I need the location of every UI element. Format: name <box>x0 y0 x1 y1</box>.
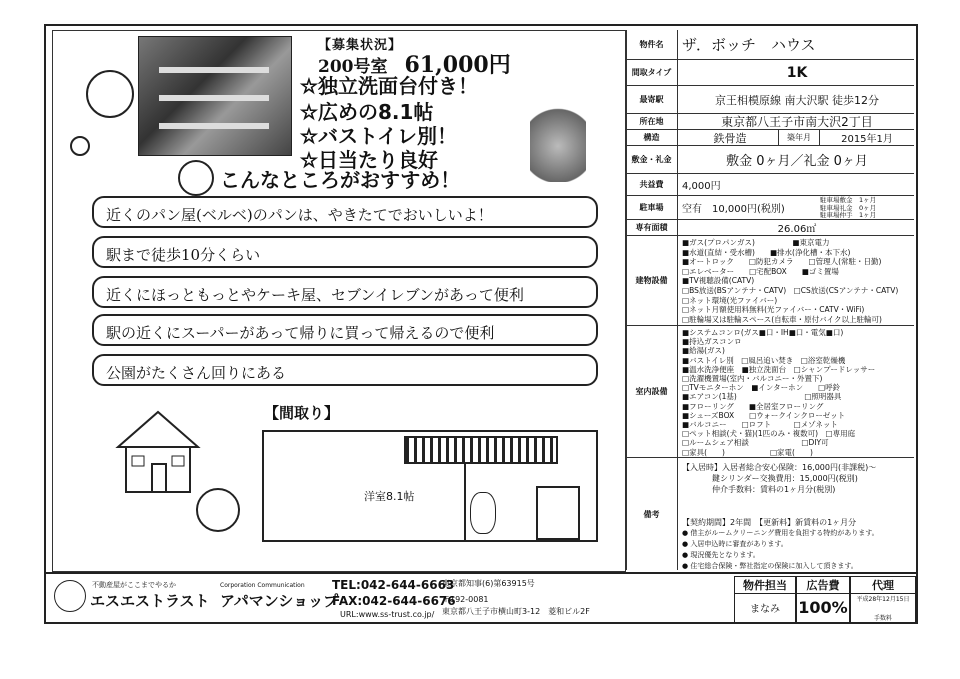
fax: FAX:042-644-6676 <box>332 594 456 608</box>
row-area: 専有面積 26.06㎡ <box>626 220 914 236</box>
row-building: 建物設備 ■ガス(プロパンガス) ■東京電力 ■水道(直結・受水槽) ■排水(浄化槽・本下水) ■オートロック □防犯カメラ □管理人(常駐・日勤) □エレベーター □宅配BOX ■ゴミ置場 ■TV視聴設備(CATV) □BS放送(BSアンテナ・CATV) □CS放送(CSアンテナ・CATV) □ネット環境(光ファイバー) □ネット月額使用料無料(光ファイバー・CATV・WiFi) □駐輪場又は駐輪スペース(自転車・原付バイク以上駐輪可) <box>626 236 914 326</box>
floorplan <box>262 430 598 542</box>
recommend-title: こんなところがおすすめ！ <box>220 168 461 192</box>
feature-2: ☆広めの8.1帖 <box>300 100 434 124</box>
agent-box: 代理 平成28年12月15日 手数料 <box>850 576 916 624</box>
lion-mascot <box>86 70 134 118</box>
row-notes: 備考 【入居時】入居者総合安心保険：16,000円(非課税)～ 鍵シリンダー交換費用：15,000円(税別) 仲介手数料：賃料の1ヶ月分(税別) 【契約期間】2年間 【更新料】新賃料の1ヶ月分 ● 借主がルームクリーニング費用を負担する特約があります。 ● 入居申込時に審査があります。 ● 現況優先となります。 ● 住宅総合保険・弊社指定の保険に加入して頂きます。 <box>626 458 914 570</box>
property-table <box>626 30 914 570</box>
soccer-ball <box>70 136 90 156</box>
point-5: 公園がたくさん回りにある <box>92 354 598 386</box>
notes-list: 【入居時】入居者総合安心保険：16,000円(非課税)～ 鍵シリンダー交換費用：15,000円(税別) 仲介手数料：賃料の1ヶ月分(税別) 【契約期間】2年間 【更新料】新賃料の1ヶ月分 ● 借主がルームクリーニング費用を負担する特約があります。 ● 入居申込時に審査があります。 ● 現況優先となります。 ● 住宅総合保険・弊社指定の保険に加入して頂きます。 <box>682 463 879 570</box>
house-illustration <box>108 402 208 502</box>
staff-box: 物件担当 まなみ <box>734 576 796 624</box>
company1-name: エスエストラスト <box>90 592 210 610</box>
ad-fee-box: 広告費 100% <box>796 576 850 624</box>
floorplan-bath <box>536 486 580 540</box>
floorplan-title: 【間取り】 <box>264 404 340 422</box>
row-property-name: 物件名 ザ．ボッチ ハウス <box>626 30 914 60</box>
row-station: 最寄駅 京王相模原線 南大沢駅 徒歩12分 <box>626 86 914 114</box>
parking-notes: 駐車場敷金 1ヶ月 駐車場礼金 0ヶ月 駐車場仲手 1ヶ月 <box>820 196 877 219</box>
layout-value: 1K <box>786 64 808 81</box>
row-room: 室内設備 ■システムコンロ(ガス■口・IH■口・電気■口) ■持込ガスコンロ ■給湯(ガス) ■バストイレ別 □風呂追い焚き □浴室乾燥機 ■温水洗浄便座 ■独立洗面台 □シャンプードレッサー □洗濯機置場(室内・バルコニー・外置下) □TVモニターホン ■インターホン □呼鈴 ■エアコン(1基) □照明器具 ■フローリング ■全居室フローリング ■シューズBOX □ウォークインクローゼット ■バルコニー □ロフト □メゾネット □ペット相談(犬・猫)(1匹のみ・複数可) □専用庭 □ルームシェア相談 □DIY可 □家具( ) □家電( ) <box>626 326 914 458</box>
vacancy-header: 【募集状況】 <box>318 38 403 53</box>
building-equipment-list: ■ガス(プロパンガス) ■東京電力 ■水道(直結・受水槽) ■排水(浄化槽・本下水) ■オートロック □防犯カメラ □管理人(常駐・日勤) □エレベーター □宅配BOX ■ゴミ置場 ■TV視聴設備(CATV) □BS放送(BSアンテナ・CATV) □CS放送(CSアンテナ・CATV) □ネット環境(光ファイバー) □ネット月額使用料無料(光ファイバー・CATV・WiFi) □駐輪場又は駐輪スペース(自転車・原付バイク以上駐輪可) <box>682 238 899 324</box>
url: URL:www.ss-trust.co.jp/ <box>340 610 435 619</box>
property-name: ザ．ボッチ ハウス <box>682 36 816 54</box>
feature-3: ☆バストイレ別！ <box>300 124 457 148</box>
row-deposit: 敷金・礼金 敷金 0ヶ月／礼金 0ヶ月 <box>626 146 914 174</box>
table-left-border <box>626 30 627 570</box>
company1-logo <box>54 580 86 612</box>
address-value: 東京都八王子市南大沢2丁目 <box>721 115 873 129</box>
point-3: 近くにほっともっとやケーキ屋、セブンイレブンがあって便利 <box>92 276 598 308</box>
floorplan-kitchen <box>404 436 558 464</box>
mascot-small <box>178 160 214 196</box>
row-address: 所在地 東京都八王子市南大沢2丁目 <box>626 114 914 130</box>
station-value: 京王相模原線 南大沢駅 徒歩12分 <box>715 93 879 107</box>
row-structure: 構造 鉄骨造 築年月 2015年1月 <box>626 130 914 146</box>
feature-4: ☆日当たり良好 <box>300 148 438 172</box>
building-photo <box>138 36 292 156</box>
room-price: 200号室 61,000円 <box>318 52 511 78</box>
tel: TEL:042-644-6663 <box>332 578 455 592</box>
point-1: 近くのパン屋(ベルベ)のパンは、やきたてでおいしいよ！ <box>92 196 598 228</box>
lion-mascot-bottom <box>196 488 240 532</box>
floorplan-room-label: 洋室8.1帖 <box>364 490 415 503</box>
christmas-tree-decoration <box>530 92 586 182</box>
deposit-value: 敷金 0ヶ月／礼金 0ヶ月 <box>726 154 868 169</box>
feature-1: ☆独立洗面台付き！ <box>300 74 478 98</box>
footer: 不動産屋がここまでやるか エスエストラスト Corporation Communication アパマンショップ TEL:042-644-6663 FAX:042-644-6676 URL:www.ss-trust.co.jp/ 東京都知事(6)第63915号 〒192-0081 東京都八王子市横山町3-12 菱和ビル2F 物件担当 まなみ 広告費 100% 代理 平成28年12月15日 手数料 <box>44 572 918 626</box>
company2-name: アパマンショップ <box>220 592 339 610</box>
floorplan-toilet <box>470 492 496 534</box>
row-layout: 間取タイプ 1K <box>626 60 914 86</box>
point-4: 駅の近くにスーパーがあって帰りに買って帰えるので便利 <box>92 314 598 346</box>
row-common: 共益費 4,000円 <box>626 174 914 196</box>
point-2: 駅まで徒歩10分くらい <box>92 236 598 268</box>
room-equipment-list: ■システムコンロ(ガス■口・IH■口・電気■口) ■持込ガスコンロ ■給湯(ガス) ■バストイレ別 □風呂追い焚き □浴室乾燥機 ■温水洗浄便座 ■独立洗面台 □シャンプードレッサー □洗濯機置場(室内・バルコニー・外置下) □TVモニターホン ■インターホン □呼鈴 ■エアコン(1基) □照明器具 ■フローリング ■全居室フローリング ■シューズBOX □ウォークインクローゼット ■バルコニー □ロフト □メゾネット □ペット相談(犬・猫)(1匹のみ・複数可) □専用庭 □ルームシェア相談 □DIY可 □家具( ) □家電( ) <box>682 328 876 457</box>
row-parking: 駐車場 空有 10,000円(税別) 駐車場敷金 1ヶ月 駐車場礼金 0ヶ月 駐車場仲手 1ヶ月 <box>626 196 914 220</box>
